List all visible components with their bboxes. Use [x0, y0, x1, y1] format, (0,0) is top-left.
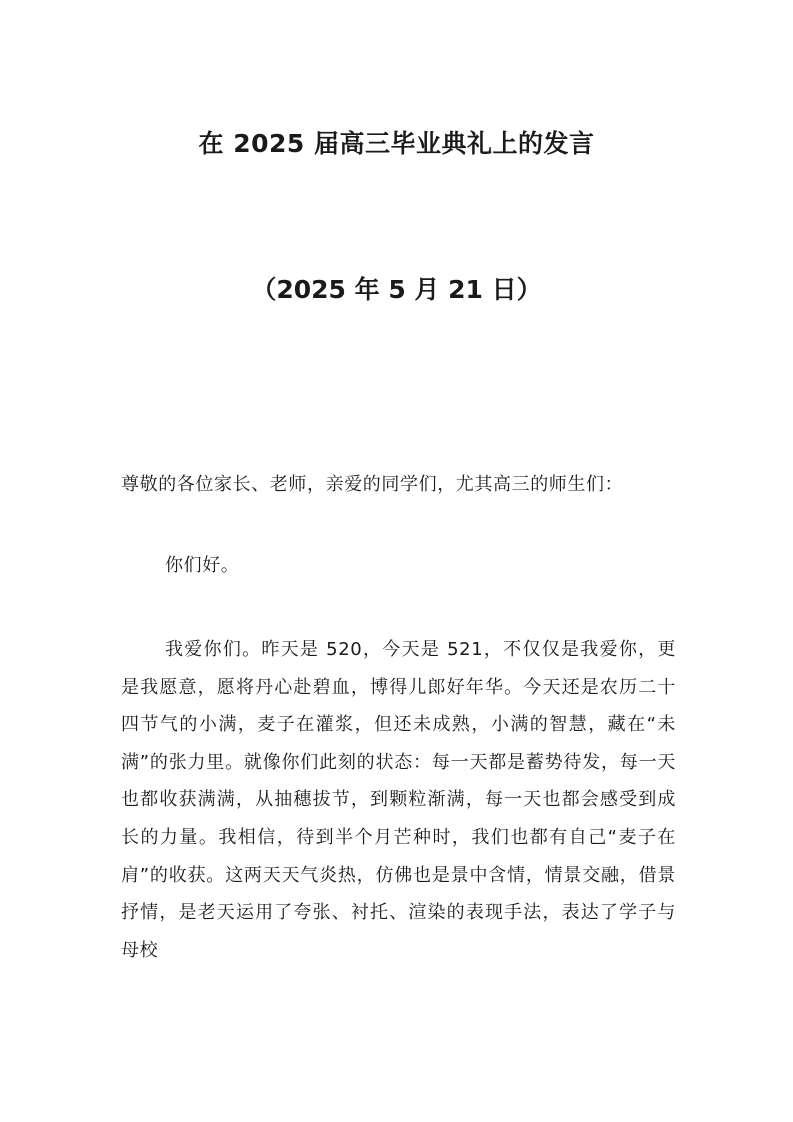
speech-title: 在 2025 届高三毕业典礼上的发言 [198, 129, 595, 158]
speech-date: （2025 年 5 月 21 日） [251, 275, 542, 304]
greeting-line: 你们好。 [165, 555, 240, 576]
body-paragraph: 我爱你们。昨天是 520，今天是 521，不仅仅是我爱你，更是我愿意，愿将丹心赴碧血，博得儿郎好年华。今天还是农历二十四节气的小满，麦子在灌浆，但还未成熟，小满的智慧，藏在“未满”的张力里。就像你们此刻的状态：每一天都是蓄势待发，每一天也都收获满满，从抽穗拔节，到颗粒渐满，每一天也都会感受到成长的力量。我相信，待到半个月芒种时，我们也都有自己“麦子在肩”的收获。这两天天气炎热，仿佛也是景中含情，情景交融，借景抒情，是老天运用了夸张、衬托、渲染的表现手法，表达了学子与母校 [121, 639, 676, 961]
salutation-line: 尊敬的各位家长、老师，亲爱的同学们，尤其高三的师生们： [121, 474, 624, 495]
